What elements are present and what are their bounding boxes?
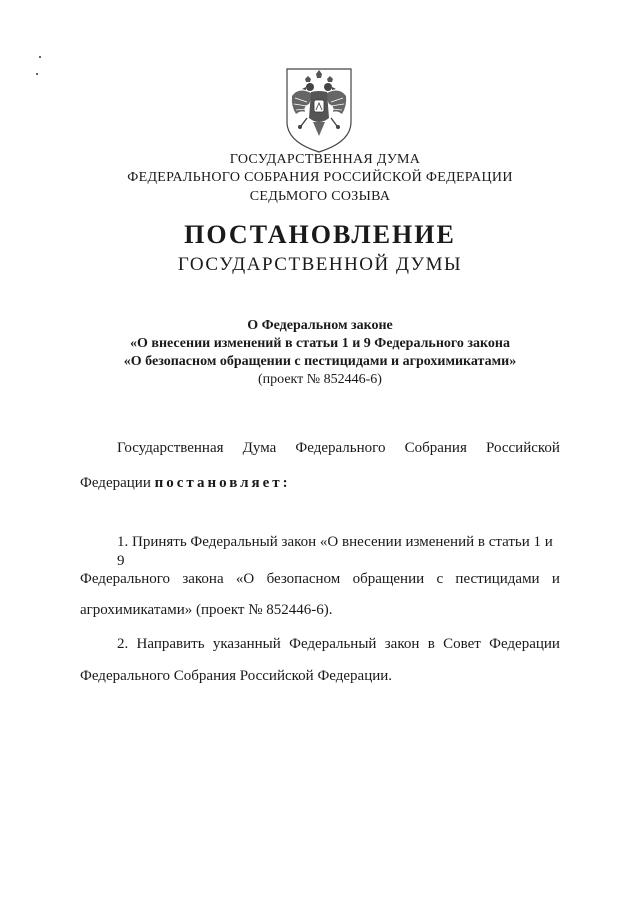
item-1-word: обращении bbox=[352, 571, 425, 587]
item-2-word: 2. bbox=[117, 636, 129, 652]
document-type-title: ПОСТАНОВЛЕНИЕ bbox=[184, 220, 456, 249]
subject-line-3: «О безопасном обращении с пестицидами и агрохимикатами» bbox=[123, 354, 517, 369]
coat-of-arms-emblem bbox=[283, 66, 355, 154]
resolution-verb: постановляет: bbox=[154, 475, 291, 491]
header-line-1: ГОСУДАРСТВЕННАЯ ДУМА bbox=[229, 152, 421, 167]
preamble-line-2 bbox=[80, 474, 560, 493]
header-line-2: ФЕДЕРАЛЬНОГО СОБРАНИЯ РОССИЙСКОЙ ФЕДЕРАЦИИ bbox=[127, 170, 513, 185]
document-issuer-title: ГОСУДАРСТВЕННОЙ ДУМЫ bbox=[177, 254, 463, 275]
scan-speck bbox=[39, 56, 41, 58]
item-2-word: в bbox=[427, 636, 435, 652]
item-1-word: «О bbox=[235, 571, 255, 587]
preamble-word: Собрания bbox=[404, 440, 467, 456]
item-2-word: Федерации bbox=[489, 636, 560, 652]
item-1-word: безопасном bbox=[266, 571, 341, 587]
preamble-line-1 bbox=[80, 439, 560, 458]
item-1-line-2 bbox=[80, 570, 560, 589]
item-2-word: указанный bbox=[212, 636, 281, 652]
item-2-word: Направить bbox=[136, 636, 205, 652]
preamble-word: Российской bbox=[486, 440, 560, 456]
preamble-word: Дума bbox=[242, 440, 277, 456]
preamble-prefix: Федерации bbox=[80, 475, 151, 491]
subject-line-2: «О внесении изменений в статьи 1 и 9 Федерального закона bbox=[130, 336, 510, 351]
item-2-word: Совет bbox=[443, 636, 481, 652]
scan-speck bbox=[36, 73, 38, 75]
item-1-word: закона bbox=[182, 571, 224, 587]
item-2-word: закон bbox=[384, 636, 420, 652]
item-2-word: Федеральный bbox=[289, 636, 377, 652]
item-1-line-1: 1. Принять Федеральный закон «О внесении изменений в статьи 1 и 9 bbox=[117, 534, 553, 569]
item-1-word: и bbox=[551, 571, 560, 587]
item-1-word: пестицидами bbox=[455, 571, 540, 587]
subject-line-1: О Федеральном законе bbox=[247, 318, 393, 333]
item-1-word: с bbox=[436, 571, 444, 587]
preamble-word: Федерального bbox=[295, 440, 386, 456]
preamble-word: Государственная bbox=[117, 440, 224, 456]
header-line-3: СЕДЬМОГО СОЗЫВА bbox=[249, 189, 391, 204]
item-2-line-1 bbox=[80, 635, 560, 654]
item-1-word: Федерального bbox=[80, 571, 171, 587]
item-1-line-3: агрохимикатами» (проект № 852446-6). bbox=[80, 602, 333, 618]
subject-line-4: (проект № 852446-6) bbox=[258, 372, 382, 387]
item-2-line-2: Федерального Собрания Российской Федерации. bbox=[80, 668, 393, 684]
